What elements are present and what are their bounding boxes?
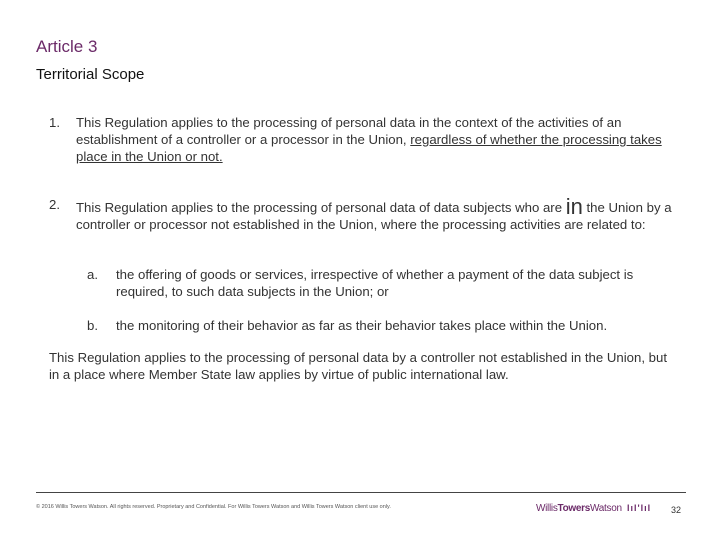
sub-item-a-text: the offering of goods or services, irrespective of whether a payment of the data subject is required, to such data subjects in the Union; or [116,267,634,299]
sub-item-letter-a: a. [87,267,98,282]
list-item-1-underlined-text: regardless of whether the processing takes place in the Union or not. [76,132,662,164]
company-logo [536,503,622,514]
list-item-1 [76,114,676,165]
sub-item-b-text: the monitoring of their behavior as far as their behavior takes place within the Union. [116,318,608,333]
sub-item-letter-b: b. [87,318,98,333]
logo-word-3: Watson [590,503,622,514]
logo-word-2: Towers [557,503,590,514]
list-number-1: 1. [49,115,60,130]
logo-mark-icon: lıl'lıl [627,503,652,513]
list-item-2-large-word: in [565,194,583,219]
list-item-2-text-after: the Union by a controller or processor not established in the Union, where the processing activities are related to: [76,200,672,232]
list-item-2-text-before: This Regulation applies to the processing of personal data of data subjects who are [76,200,566,215]
footer-copyright: © 2016 Willis Towers Watson. All rights reserved. Proprietary and Confidential. For Willis Towers Watson and Willis Towers Watson client use only. [36,504,391,510]
paragraph-3: This Regulation applies to the processing of personal data by a controller not established in the Union, but in a place where Member State law applies by virtue of public international law. [49,350,667,382]
article-title: Article 3 [36,37,98,56]
footer-divider [36,492,686,493]
list-item-2 [76,196,672,233]
list-item-1-text: This Regulation applies to the processing of personal data in the context of the activities of an establishment of a controller or a processor in the Union, [76,115,622,147]
article-subtitle: Territorial Scope [36,66,145,83]
page-number: 32 [671,505,682,515]
logo-word-1: Willis [536,503,558,514]
list-number-2: 2. [49,197,60,212]
